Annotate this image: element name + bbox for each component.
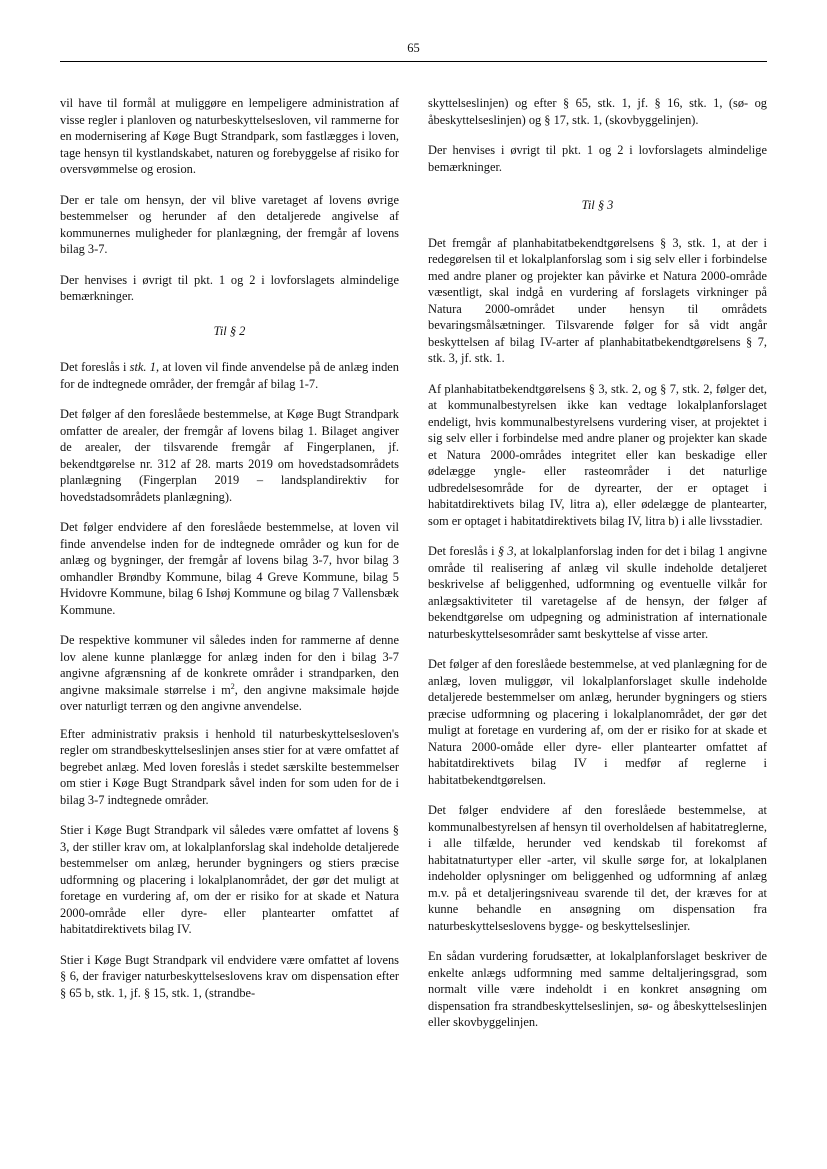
paragraph: Der henvises i øvrigt til pkt. 1 og 2 i lovforslagets almindelige bemærkninger. xyxy=(60,272,399,303)
paragraph: Af planhabitatbekendtgørelsens § 3, stk. 2, og § 7, stk. 2, følger det, at kommunalbestyrelsen ikke kan vedtage lokalplanforslaget endeligt, hvis kommunalbestyrelsens vurdering viser, at projektet i sig selv eller i forbindelse med andre planer og projekter kan skade et Natura 2000-områdes integritet eller kan beskadige eller ødelægge yngle- eller rasteområder i det naturlige udbredelsesområde for de dyrearter, der er optaget i habitatdirektivets bilag IV, litra a), eller ødelægge de plantearter, som er optaget i habitatdirektivets bilag IV, litra b) i alle livsstadier. xyxy=(428,381,767,528)
paragraph: Efter administrativ praksis i henhold til naturbeskyttelsesloven's regler om strandbeskyttelseslinjen anses stier for at være omfattet af begrebet anlæg. Med loven foreslås i stedet særskilte bestemmelser om stier i Køge Bugt Strandpark såvel inden for som uden for de i bilag 3-7 indtegnede områder. xyxy=(60,726,399,807)
paragraph: Det følger endvidere af den foreslåede bestemmelse, at loven vil finde anvendelse inden for de indtegnede områder og kun for de anlæg og bygninger, der fremgår af lovens bilag 3-7, hvor bilag 3 omhandler Brøndby Kommune, bilag 4 Greve Kommune, bilag 5 Hvidovre Kommune, bilag 6 Ishøj Kommune og bilag 7 Vallensbæk Kommune. xyxy=(60,520,399,617)
text-run: at loven vil finde anvendelse på de anlæg inden for de indtegnede områder, der fremgår af bilag 1-7. xyxy=(60,360,399,391)
text-run: at lokalplanforslag inden for det i bilag 1 angivne område til realisering af anlæg vil skulle indeholde detaljeret beskrivelse af beliggenhed, udformning og eventuelle vilkår for anlægsaktiviteter til varetagelse af de hensyn, der følger af bekendtgørelse om udpegning og administration af internationale naturbeskyttelsesområder samt beskyttelse af visse arter. xyxy=(428,544,767,641)
paragraph: Stier i Køge Bugt Strandpark vil således være omfattet af lovens § 3, der stiller krav om, at lokalplanforslag skal indeholde detaljerede bestemmelser om anlæg, herunder bygningers og stiers præcise udformning og placering i lokalplanområdet, der gør det muligt at foretage en vurdering af, om der er risiko for at skade et Natura 2000-område eller dyre- eller plantearter omfattet af habitatdirektivets bilag IV. xyxy=(60,823,399,936)
section-heading-til-3: Til § 3 xyxy=(581,198,614,212)
text-run: Det foreslås i xyxy=(60,360,130,374)
superscript: 2 xyxy=(230,681,235,691)
emphasis: § 3, xyxy=(497,544,517,558)
paragraph xyxy=(60,632,399,715)
header-rule xyxy=(60,61,767,62)
paragraph: vil have til formål at muliggøre en lempeligere administration af visse regler i planloven og naturbeskyttelsesloven, vil rammerne for en modernisering af Køge Bugt Strandpark, som fastlægges i loven, tage hensyn til kystlandskabet, naturen og forebyggelse af risiko for oversvømmelse og erosion. xyxy=(60,96,399,176)
emphasis: stk. 1, xyxy=(129,360,160,374)
paragraph: Det følger af den foreslåede bestemmelse, at ved planlægning for de anlæg, loven muliggør, vil lokalplanforslaget skulle indeholde detaljerede bestemmelser om anlæg, herunder bygningers og stiers præcise udformning og placering i lokalplanområdet, der gør det muligt at foretage en vurdering af, om der er risiko for at skade et Natura 2000-omåde eller dyre- eller plantearter omfattet af habitatdirektivets bilag IV i medfør af reglerne i habitatbekendtgørelsen. xyxy=(428,657,767,787)
text-run: De respektive kommuner vil således inden for rammerne af denne lov alene kunne planlægge for anlæg inden for den i bilag 3-7 angivne afgrænsning af de konkrete områder i strandparken, den angivne maksimale størrelse i m xyxy=(60,633,399,697)
paragraph: Det følger endvidere af den foreslåede bestemmelse, at kommunalbestyrelsen af hensyn til overholdelsen af habitatreglerne, i alle tilfælde, herunder ved kendskab til forekomst af habitatnaturtyper eller -arter, vil skulle sørge for, at lokalplanen indeholder oplysninger om beliggenhed og udformning af anlæg m.v. på et detaljeringsniveau svarende til det, der kræves for at kunne behandle en ansøgning om dispensation fra naturbeskyttelseslovens bygge- og beskyttelseslinjer. xyxy=(428,803,767,933)
left-column xyxy=(60,95,399,1015)
paragraph xyxy=(60,359,399,392)
paragraph: Det fremgår af planhabitatbekendtgørelsens § 3, stk. 1, at der i redegørelsen til et lokalplanforslag som i sig selv eller i forbindelse med andre planer og projekter kan påvirke et Natura 2000-område væsentligt, skal indgå en vurdering af forslagets virkninger på Natura 2000-området under hensyn til områdets bevaringsmålsætninger. Tilsvarende følger for så vidt angår beskyttelsen af bilag IV-arter af planhabitatbekendtgørelsens § 7, stk. 3, jf. stk. 1. xyxy=(428,235,767,365)
paragraph: Stier i Køge Bugt Strandpark vil endvidere være omfattet af lovens § 6, der fraviger naturbeskyttelseslovens krav om dispensation efter § 65 b, stk. 1, jf. § 15, stk. 1, (strandbe- xyxy=(60,952,399,1000)
page-number: 65 xyxy=(407,41,420,55)
section-heading-til-2: Til § 2 xyxy=(213,323,246,338)
paragraph: skyttelseslinjen) og efter § 65, stk. 1, jf. § 16, stk. 1, (sø- og åbeskyttelseslinjen) og § 17, stk. 1, (skovbyggelinjen). xyxy=(428,96,767,127)
paragraph: Der er tale om hensyn, der vil blive varetaget af lovens øvrige bestemmelser og herunder af den detaljerede angivelse af kommunernes muligheder for planlægning, der fremgår af lovens bilag 3-7. xyxy=(60,192,399,256)
paragraph xyxy=(428,543,767,642)
paragraph: En sådan vurdering forudsætter, at lokalplanforslaget beskriver de enkelte anlægs udformning med samme deltaljeringsgrad, som normalt ville være indeholdt i en konkret ansøgning om dispensation fra strandbeskyttelseslinjen, sø- og åbeskyttelseslinjen eller skovbyggelinjen. xyxy=(428,949,767,1029)
text-run: , den angivne maksimale højde over naturligt terræn og den angivne anvendelse. xyxy=(60,682,399,713)
paragraph: Det følger af den foreslåede bestemmelse, at Køge Bugt Strandpark omfatter de arealer, der fremgår af lovens bilag 1. Bilaget angiver de arealer, der tilsvarende fremgår af Fingerplanen, jf. bekendtgørelse nr. 312 af 28. marts 2019 om hovedstadsområdets planlægning (Fingerplan 2019 – landsplandirektiv for hovedstadsområdets planlægning). xyxy=(60,407,399,504)
right-column xyxy=(428,95,767,1045)
paragraph: Der henvises i øvrigt til pkt. 1 og 2 i lovforslagets almindelige bemærkninger. xyxy=(428,143,767,174)
text-run: Det foreslås i xyxy=(428,544,498,558)
